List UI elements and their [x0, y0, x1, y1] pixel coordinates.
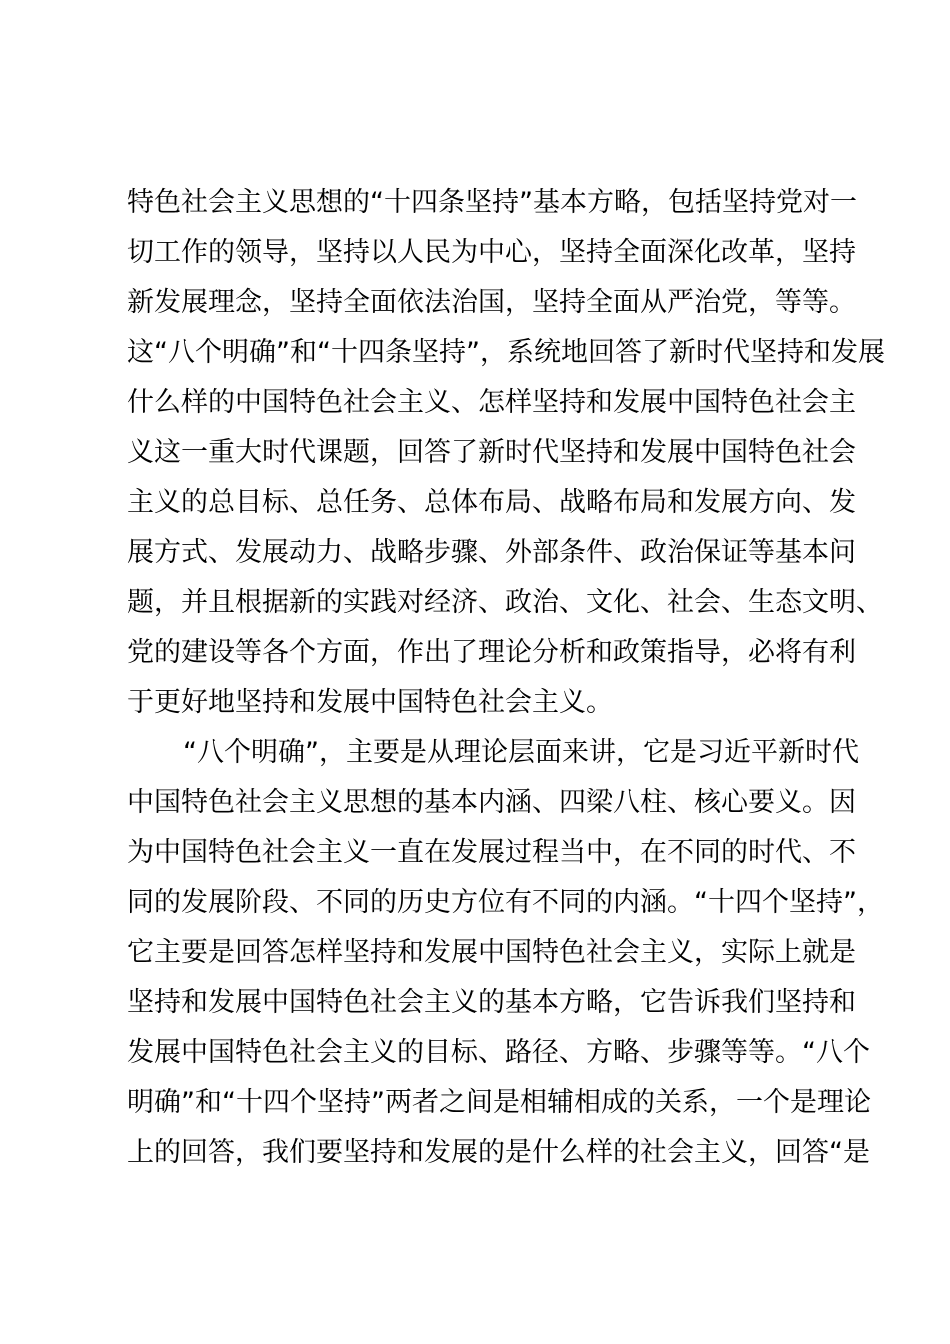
text-line: 坚持和发展中国特色社会主义的基本方略，它告诉我们坚持和 [127, 987, 856, 1018]
text-line: 展方式、发展动力、战略步骤、外部条件、政治保证等基本问 [127, 537, 856, 568]
paragraph-start-line: “八个明确”，主要是从理论层面来讲，它是习近平新时代 [183, 737, 859, 768]
text-line: 新发展理念，坚持全面依法治国，坚持全面从严治党，等等。 [127, 287, 856, 318]
text-line: 什么样的中国特色社会主义、怎样坚持和发展中国特色社会主 [127, 387, 856, 418]
text-line: 这“八个明确”和“十四条坚持”，系统地回答了新时代坚持和发展 [127, 337, 885, 368]
text-line: 切工作的领导，坚持以人民为中心，坚持全面深化改革，坚持 [127, 237, 856, 268]
text-line: 明确”和“十四个坚持”两者之间是相辅相成的关系，一个是理论 [127, 1087, 871, 1118]
text-line: 它主要是回答怎样坚持和发展中国特色社会主义，实际上就是 [127, 937, 856, 968]
text-line: 特色社会主义思想的“十四条坚持”基本方略，包括坚持党对一 [127, 187, 857, 218]
text-line: 义这一重大时代课题，回答了新时代坚持和发展中国特色社会 [127, 437, 856, 468]
text-line: 中国特色社会主义思想的基本内涵、四梁八柱、核心要义。因 [127, 787, 856, 818]
paragraph-end-line: 于更好地坚持和发展中国特色社会主义。 [127, 687, 613, 718]
text-line: 发展中国特色社会主义的目标、路径、方略、步骤等等。“八个 [127, 1037, 870, 1068]
text-line: 上的回答，我们要坚持和发展的是什么样的社会主义，回答“是 [127, 1137, 870, 1168]
text-line: 为中国特色社会主义一直在发展过程当中，在不同的时代、不 [127, 837, 856, 868]
text-line: 主义的总目标、总任务、总体布局、战略布局和发展方向、发 [127, 487, 856, 518]
text-line: 同的发展阶段、不同的历史方位有不同的内涵。“十四个坚持”， [127, 887, 884, 918]
text-line: 党的建设等各个方面，作出了理论分析和政策指导，必将有利 [127, 637, 856, 668]
text-line: 题，并且根据新的实践对经济、政治、文化、社会、生态文明、 [127, 587, 883, 618]
